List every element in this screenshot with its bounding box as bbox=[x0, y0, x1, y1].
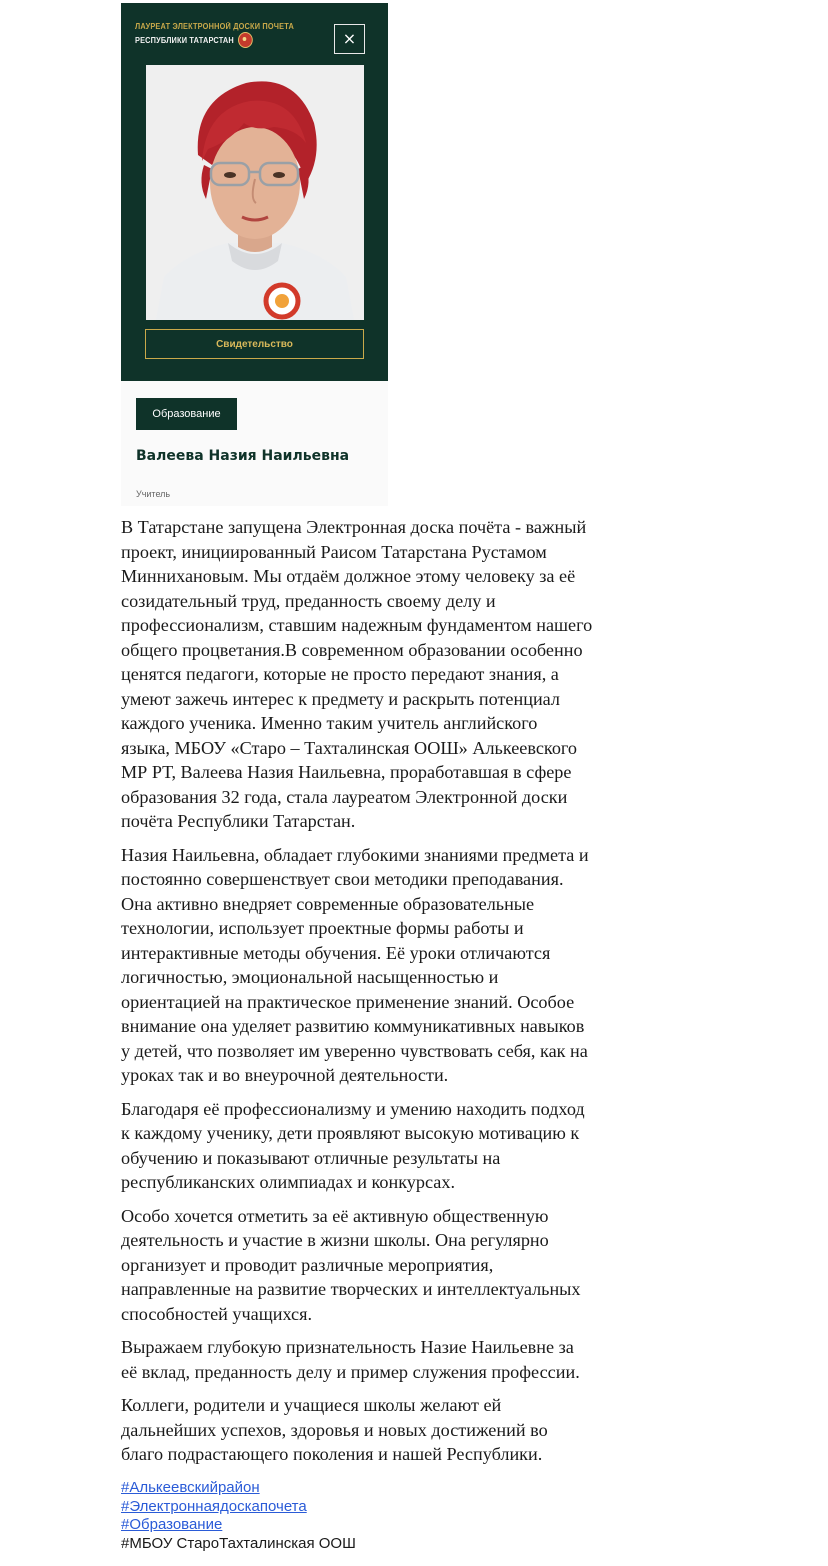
portrait-image bbox=[146, 65, 364, 320]
honor-board-card bbox=[121, 3, 388, 381]
hashtag-link[interactable]: #Образование bbox=[121, 1516, 223, 1533]
person-name: Валеева Назия Наильевна bbox=[136, 448, 350, 464]
article-paragraph: Благодаря её профессионализму и умению находить подход к каждому ученику, дети проявляют высокую мотивацию к обучению и показывают отличные результаты на республиканских олимпиадах и конкурсах. bbox=[121, 1098, 585, 1192]
hashtag-text: #МБОУ СтароТахталинская ООШ bbox=[121, 1534, 356, 1552]
tatarstan-emblem-icon bbox=[238, 32, 253, 48]
profile-info bbox=[121, 381, 388, 506]
person-role: Учитель bbox=[136, 489, 171, 499]
article-paragraph: Назия Наильевна, обладает глубокими знаниями предмета и постоянно совершенствует свои методики преподавания. Она активно внедряет современные образовательные технологии, использует проектные формы работы и интерактивные методы обучения. Её уроки отличаются логичностью, эмоциональной насыщенностью и ориентацией на практическое применение знаний. Особое внимание она уделяет развитию коммуникативных навыков у детей, что позволяет им уверенно чувствовать себя, как на уроках так и во внеурочной деятельности. bbox=[121, 844, 589, 1085]
close-icon: × bbox=[342, 29, 357, 48]
portrait-photo bbox=[146, 65, 364, 320]
hashtag-link[interactable]: #Алькеевскийрайон bbox=[121, 1479, 260, 1496]
hashtag-list bbox=[121, 1479, 356, 1553]
article-paragraph: Выражаем глубокую признательность Назие Наильевне за её вклад, преданность делу и пример служения профессии. bbox=[121, 1337, 580, 1382]
article-body bbox=[121, 515, 681, 1476]
certificate-button[interactable]: Свидетельство bbox=[145, 329, 364, 359]
close-button[interactable] bbox=[334, 24, 365, 54]
card-header-line2: РЕСПУБЛИКИ ТАТАРСТАН bbox=[135, 36, 234, 46]
card-header-line1: ЛАУРЕАТ ЭЛЕКТРОННОЙ ДОСКИ ПОЧЕТА bbox=[135, 22, 294, 31]
card-header bbox=[135, 20, 294, 49]
hashtag-link[interactable]: #Электроннаядоскапочета bbox=[121, 1497, 307, 1515]
article-paragraph: Коллеги, родители и учащиеся школы желают ей дальнейших успехов, здоровья и новых достижений во благо подрастающего поколения и нашей Республики. bbox=[121, 1395, 548, 1464]
article-paragraph: В Татарстане запущена Электронная доска почёта - важный проект, инициированный Раисом Татарстана Рустамом Миннихановым. Мы отдаём должное этому человеку за её созидательный труд, преданность своему делу и профессионализм, ставшим надежным фундаментом нашего общего процветания.В современном образовании особенно ценятся педагоги, которые не просто передают знания, а умеют зажечь интерес к предмету и раскрыть потенциал каждого ученика. Именно таким учитель английского языка, МБОУ «Старо – Тахталинская ООШ» Алькеевского МР РТ, Валеева Назия Наильевна, проработавшая в сфере образования 32 года, стала лауреатом Электронной доски почёта Республики Татарстан. bbox=[121, 517, 593, 831]
category-badge[interactable]: Образование bbox=[136, 398, 237, 430]
article-paragraph: Особо хочется отметить за её активную общественную деятельность и участие в жизни школы. Она регулярно организует и проводит различные мероприятия, направленные на развитие творческих и интеллектуальных способностей учащихся. bbox=[121, 1205, 581, 1324]
